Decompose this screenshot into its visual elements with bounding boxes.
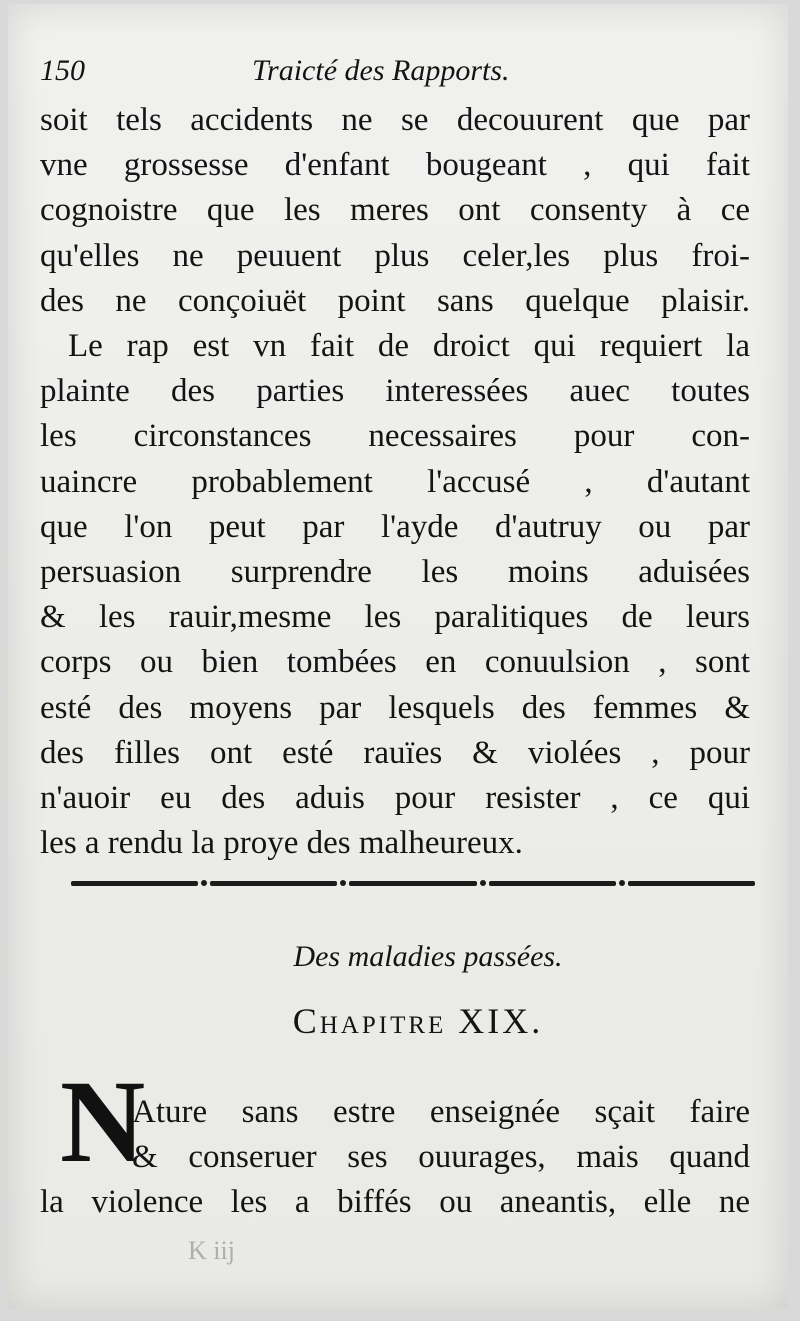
text-line: les circonstances necessaires pour con-: [40, 418, 750, 455]
ornamental-rule: [68, 877, 758, 889]
text-line: persuasion surprendre les moins aduisées: [40, 554, 750, 591]
running-title: Traicté des Rapports.: [252, 54, 510, 87]
text-line: la violence les a biffés ou aneantis, elle ne: [40, 1184, 750, 1220]
chapter-heading: [8, 1000, 788, 1042]
page-header: [40, 54, 748, 94]
text-line: vne grossesse d'enfant bougeant , qui fait: [40, 147, 750, 184]
text-line: Ature sans estre enseignée sçait faire: [132, 1094, 750, 1130]
text-line: uaincre probablement l'accusé , d'autant: [40, 463, 750, 500]
text-line: esté des moyens par lesquels des femmes &: [40, 689, 750, 726]
book-page: [8, 4, 788, 1309]
text-line: & conseruer ses ouurages, mais quand: [132, 1139, 750, 1175]
drop-cap: N: [60, 1056, 146, 1187]
text-line: plainte des parties interessées auec toutes: [40, 373, 750, 410]
text-line: cognoistre que les meres ont consenty à ce: [40, 192, 750, 229]
text-line: que l'on peut par l'ayde d'autruy ou par: [40, 508, 750, 545]
chapter-text: [40, 1090, 750, 1225]
text-line: des ne conçoiuët point sans quelque plaisir.: [40, 282, 750, 319]
chapter-label: Chapitre: [292, 1001, 447, 1041]
text-line: corps ou bien tombées en conuulsion , sont: [40, 644, 750, 681]
page-number: 150: [40, 54, 85, 87]
text-line: Le rap est vn fait de droict qui requiert la: [68, 328, 750, 365]
section-title: Des maladies passées.: [293, 940, 563, 973]
text-line: les a rendu la proye des malheureux.: [40, 825, 523, 862]
main-text: [40, 98, 750, 866]
text-line: soit tels accidents ne se decouurent que par: [40, 102, 750, 138]
chapter-number: XIX.: [458, 1001, 544, 1041]
text-line: qu'elles ne peuuent plus celer,les plus froi-: [40, 237, 750, 274]
signature-mark: K iij: [188, 1236, 235, 1265]
text-line: des filles ont esté rauïes & violées , pour: [40, 734, 750, 771]
text-line: n'auoir eu des aduis pour resister , ce qui: [40, 780, 750, 817]
text-line: & les rauir,mesme les paralitiques de leurs: [40, 599, 750, 636]
